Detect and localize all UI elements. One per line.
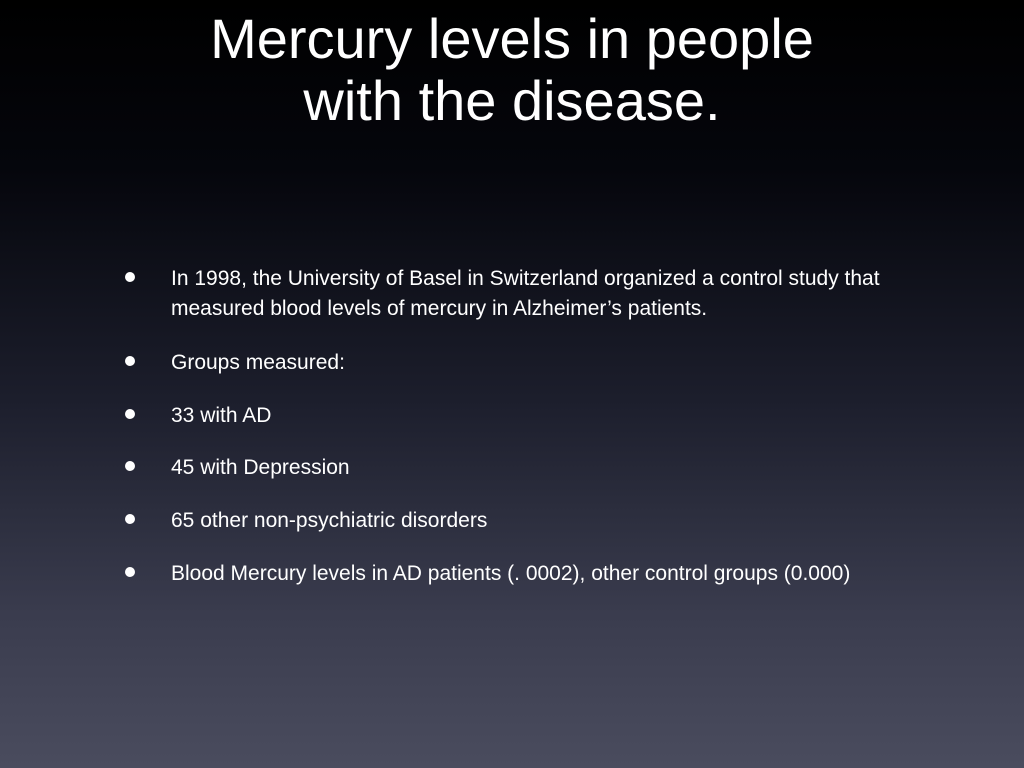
bullet-text: In 1998, the University of Basel in Switzerland organized a control study that measured blood levels of mercury in Alzheimer’s patients. (171, 267, 880, 320)
bullet-dot-icon (125, 514, 135, 524)
bullet-dot-icon (125, 272, 135, 282)
bullet-dot-icon (125, 356, 135, 366)
bullet-text: 33 with AD (171, 404, 272, 427)
bullet-dot-icon (125, 409, 135, 419)
bullet-text: 45 with Depression (171, 456, 350, 479)
bullet-dot-icon (125, 461, 135, 471)
bullet-text: Groups measured: (171, 351, 345, 374)
bullet-text: Blood Mercury levels in AD patients (. 0002), other control groups (0.000) (171, 562, 851, 585)
title-line-1: Mercury levels in people (210, 7, 814, 70)
bullet-dot-icon (125, 567, 135, 577)
bullet-text: 65 other non-psychiatric disorders (171, 509, 488, 532)
title-line-2: with the disease. (303, 69, 721, 132)
